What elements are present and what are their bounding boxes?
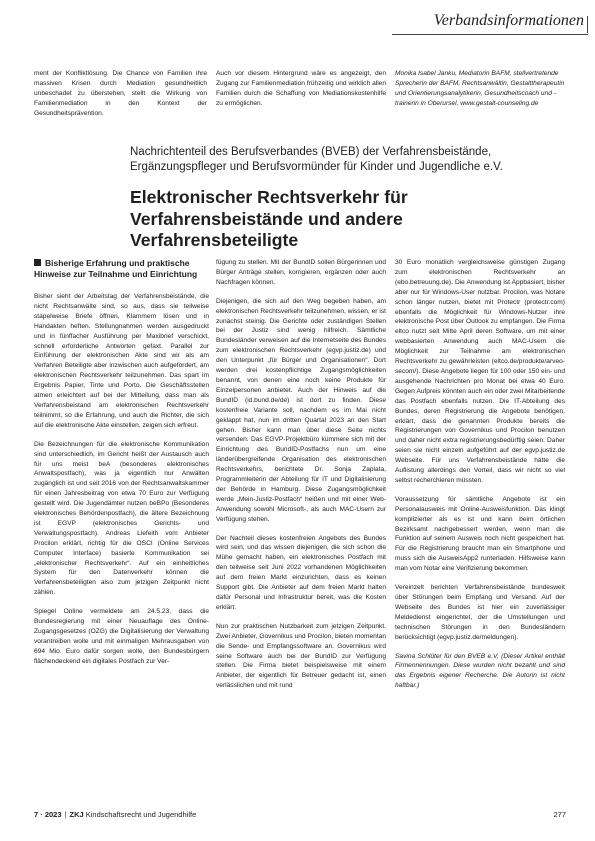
paragraph: Vereinzelt berichten Verfahrensbeistände bundesweit über Störungen beim Empfang und Versand. Auf der Webseite des Bundes ist hier ein zuverlässiger Meldedienst eingerichtet, der die Umstellungen und technischen Störungen in den Bundesländern berücksichtigt (egvp.justiz.de/meldungen).	[395, 584, 565, 641]
footer-journal-abbr: ZKJ	[69, 810, 84, 819]
paragraph: Bisher sieht der Arbeitstag der Verfahrensbeistände, die nicht Rechtsanwälte sind, so aus, dass sie teilweise stapelweise Briefe öffnen, Klammern lösen und in Handakten heften. Stellungnahmen werden ausgedruckt und in fünffacher Ausführung per Maxibrief verschickt, schnell erforderliche Antworten gefaxt. Parallel zur Einführung der elektronischen Akte sind wir als am Verfahren Beteiligte aber inzwischen auch aufgefordert, am elektronischen Rechtsverkehr teilzunehmen. Das spart im Ergebnis Papier, Tinte und Porto. Die Geschäftsstellen atmen erleichtert auf bei der Mitteilung, dass man als Verfahrensbeistand am elektronischen Rechtsverkehr teilnimmt, so die Erfahrung, und auch die Richter, die sich auf die elektronische Akte einstellen, zeigen sich erfreut.	[34, 293, 209, 429]
paragraph: fügung zu stellen. Mit der BundID sollen Bürgerinnen und Bürger Anträge stellen, korrigieren, ergänzen oder auch Nachfragen können.	[216, 259, 386, 286]
header-rule-tick	[587, 16, 588, 33]
paragraph: Die Bezeichnungen für die elektronische Kommunikation sind unterschiedlich, im Gericht heißt der Austausch auch für uns meist beA (besonderes elektronisches Anwaltspostfach), was ja eigentlich nur Anwälten zugänglich ist und seit 2016 von der Rechtsanwaltskammer für einen Jahresbeitrag von etwa 70 Euro zur Verfügung gestellt wird. Die Jugendämter nutzen beBPo (Besonderes elektronisches Behördenpostfach), die ältere Bezeichnung ist EGVP (elektronisches Gerichts- und Verwaltungspostfach). Andreas Liefeith vom Anbieter Procilon erklärt, richtig für die OSCI (Online Services Computer Interface) basierte Kommunikation sei „elektronischer Rechtsverkehr“. Auf ein einheitliches System für den Datenverkehr können die Verfahrensbeteiligten also zum jetzigen Zeitpunkt nicht zählen.	[34, 440, 209, 597]
article-column-2	[216, 258, 386, 700]
running-header	[392, 12, 588, 35]
section-intro: Nachrichtenteil des Berufsverbandes (BVEB) der Verfahrensbeistände, Ergänzungspfleger und Berufsvormünder für Kinder und Jugendliche e.V.	[130, 146, 503, 173]
article-column-3	[395, 258, 565, 700]
paragraph: Spiegel Online vermeldete am 24.5.23, dass die Bundesregierung mit einer Neuauflage des Online-Zugangsgesetzes (OZG) die Digitalisierung der Verwaltung vorantreiben wolle und mit einmaligen Mehrausgaben von 694 Mio. Euro dafür sorgen wolle, den Bundesbürgern flächendeckend ein digitales Postfach zur Ver-	[34, 608, 209, 665]
paragraph: Der Nachteil dieses kostenfreien Angebots des Bundes wird sein, und das wissen diejenigen, die sich schon die Mühe gemacht haben, ein elektronisches Postfach mit den teilweise seit Juni 2022 vorhandenen Möglichkeiten auf dem freien Markt einzurichten, dass es keinen Support gibt. Die Anbieter auf dem freien Markt halten dafür Personal und Infrastruktur bereit, was die Kosten erklärt.	[216, 534, 386, 611]
section-label: Verbandsinformationen	[433, 12, 584, 29]
section-heading: Bisherige Erfahrung und praktische Hinweise zur Teilnahme und Einrichtung	[34, 258, 198, 279]
previous-article-end-col1: ment der Konfliktlösung. Die Chance von Familien ihre massiven Krisen durch Mediation gesundheitlich unbeschadet zu überstehen, stellt die Wirkung von Familienmediation in den Kontext der Gesundheitsprävention.	[34, 70, 207, 117]
footer-journal	[34, 810, 196, 819]
paragraph: Nun zur praktischen Nutzbarkeit zum jetzigen Zeitpunkt. Zwei Anbieter, Governikus und Procilon, bieten momentan die Sende- und Empfangssoftware an. Governikus wird seine Software auch bei der BundID zur Verfügung stellen. Die Firma bietet beispielsweise mit einem Anbieter, der eigentlich für Betreuer gedacht ist, einen verlässlichen und mit rund	[216, 622, 386, 690]
paragraph: Voraussetzung für sämtliche Angebote ist ein Personalausweis mit Online-Ausweisfunktion. Das klingt komplizierter als es ist und kann beim örtlichen Bezirksamt nachgebessert werden, wenn man die Funktion auf seinem Ausweis noch nicht gespeichert hat. Für die Registrierung braucht man ein Smartphone und muss sich die AusweisApp2 runterladen. Hilfsweise kann man vom Notar eine Verifizierung bekommen.	[395, 495, 565, 573]
author-note: Savina Schlüter für den BVEB e.V. (Dieser Artikel enthält Firmennennungen. Diese wurden nicht bezahlt und sind das Ergebnis eigener Recherche. Die Autorin ist nicht haftbar.)	[395, 652, 565, 690]
footer-separator: |	[64, 810, 67, 819]
article-title: Elektronischer Rechtsverkehr für Verfahrensbeistände und andere Verfahrensbeteiligte	[130, 187, 408, 250]
footer-journal-name: Kindschaftsrecht und Jugendhilfe	[85, 810, 197, 819]
paragraph: Diejenigen, die sich auf den Weg begeben haben, am elektronischen Rechtsverkehr teilzunehmen, wissen, er ist zunächst steinig. Die Gerichte oder zuständigen Stellen bei der Justiz sind wenig hilfreich. Sämtliche Bundesländer verweisen auf die Internetseite des Bundes zum elektronischen Rechtsverkehr (egvp.justiz.de) und den Unterpunkt „für Bürger und Organisationen“. Dort werden drei kostenpflichtige Zugangsmöglichkeiten benannt, von denen eine noch keine Produkte für Einzelpersonen anbietet. Auch der Hinweis auf die BundID (id.bund.de/de) ist dort zu finden. Diese kostenfreie Variante soll, nachdem es im Mai nicht geklappt hat, nun im dritten Quartal 2023 an den Start gehen. Bisher kann man über diese Seite nichts versenden. Das EGVP-Projektbüro kümmere sich mit der Einrichtung des BundID-Postfachs nun um eine länderübergreifende Organisation des elektronischen Rechtsverkehrs, berichtete Dr. Sonja Zaplata, Programmleiterin der Abteilung für IT und Digitalisierung der Behörde in Hamburg. Diese Zugangsmöglichkeit werde „Mein-Justiz-Postfach“ heißen und mit einer Web-Anwendung sowohl Microsoft-, als auch MAC-Usern zur Verfügung stehen.	[216, 297, 386, 523]
article-column-1	[34, 258, 209, 676]
page-number: 277	[553, 810, 566, 819]
page-footer	[0, 810, 595, 824]
square-bullet-icon	[34, 259, 41, 266]
previous-article-end-col2: Auch vor diesem Hintergrund wäre es angezeigt, den Zugang zur Familienmediation frühzeitig und wirklich allen Familien durch die Schaffung von Mediationskostenhilfe zu ermöglichen.	[216, 70, 386, 107]
footer-issue: 7 · 2023	[34, 810, 62, 819]
previous-article-author: Monika Isabel Janku, Mediatorin BAFM, stellvertretende Sprecherin der BAFM, Rechtsanwältin, Gestalttherapeutin und Orientierungsanalytikerin, Gesundheitscoach und -trainerin in Oberursel, www.gestalt-counseling.de	[395, 70, 565, 107]
paragraph: 30 Euro monatlich vergleichsweise günstigen Zugang zum elektronischen Rechtsverkehr an (ebo.betreuung.de). Die Anwendung ist Appbasiert, bisher aber nur für Windows-User nutzbar. Procilon, was Notare schon länger nutzen, bietet mit Protectr (protectr.com) ebenfalls die Möglichkeit für Windows-Nutzer ihre elektronische Post über Outlook zu empfangen. Die Firma eltco nutzt seit Mitte April deren Software, um mit einer webbasierten Anwendung auch MAC-Usern die Möglichkeit zur Teilnahme am elektronischen Rechtsverkehr zu gewährleisten (eltco.de/produkte/arveo-secom/). Diese Angebote liegen für 100 oder 150 ein- und ausgehende Nachrichten pro Monat bei etwa 40 Euro. Gegen Aufpreis könnten auch ein oder zwei Mitarbeitende das Postfach ebenfalls nutzen. Die IT-Abteilung des Bundes, deren Registrierung die Angebote benötigen, erklärt, dass die genannten Produkte bereits die Registrierungen von Governikus und Procilon benutzen und daher nicht extra registrierungsbedürftig seien. Daher seien sie nicht einzeln aufgeführt auf der egvp.justiz.de Webseite. Für uns Verfahrensbeistände hätte die Auflistung allerdings den Vorteil, dass wir nicht so viel selbst recherchieren müssten.	[395, 259, 565, 484]
